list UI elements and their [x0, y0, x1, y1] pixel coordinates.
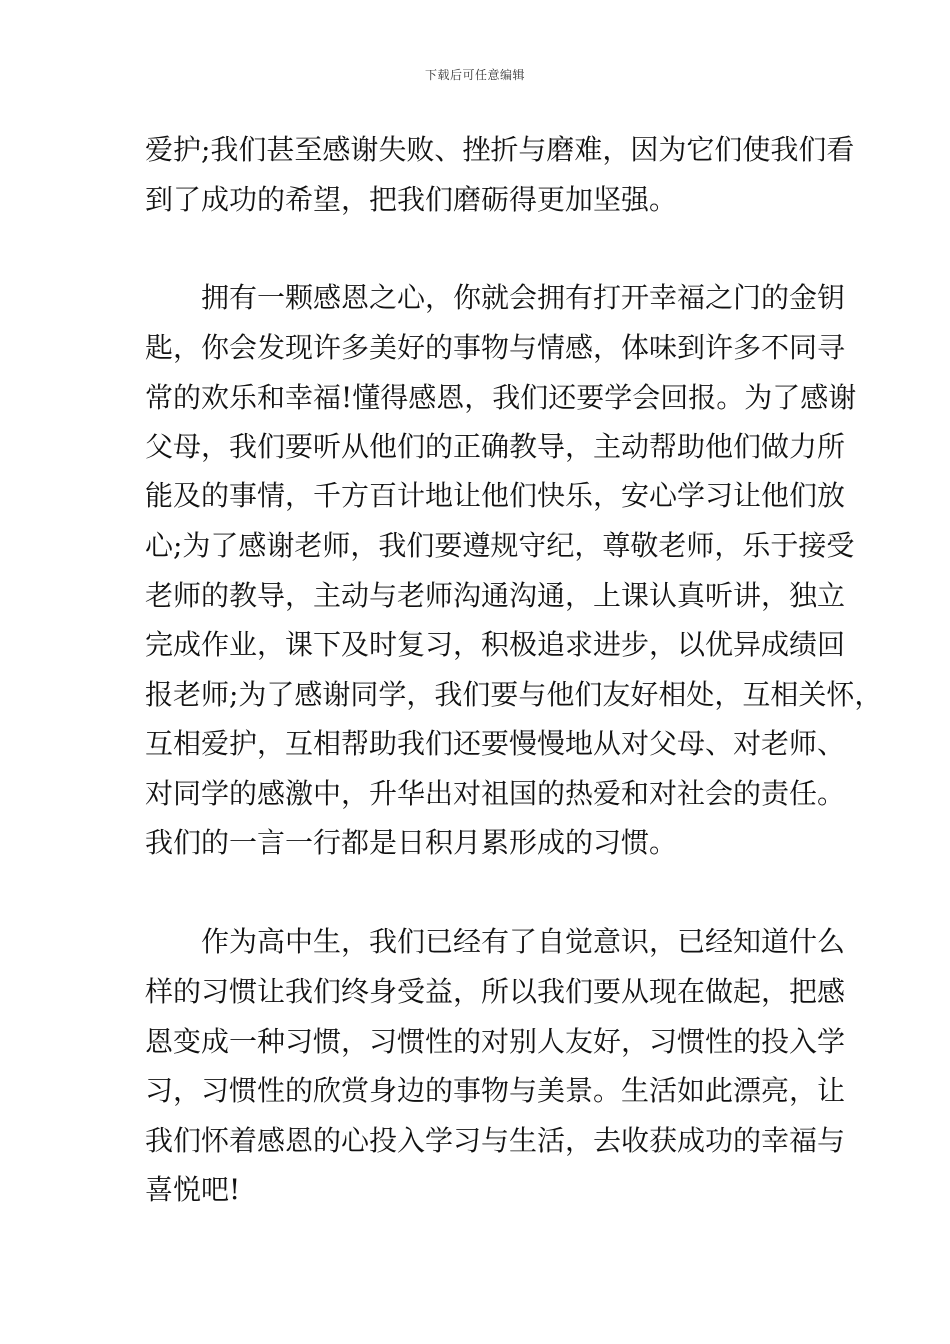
paragraph-2-line-12: 我们的一言一行都是日积月累形成的习惯。 [145, 826, 678, 859]
paragraph-3-line-2: 样的习惯让我们终身受益，所以我们要从现在做起，把感 [145, 975, 846, 1008]
paragraph-2-line-10: 互相爱护，互相帮助我们还要慢慢地从对父母、对老师、 [145, 727, 846, 760]
paragraph-3-line-3: 恩变成一种习惯，习惯性的对别人友好，习惯性的投入学 [145, 1025, 846, 1058]
paragraph-2-line-3: 常的欢乐和幸福!懂得感恩，我们还要学会回报。为了感谢 [145, 381, 857, 414]
paragraph-2-line-4: 父母，我们要听从他们的正确教导，主动帮助他们做力所 [145, 430, 846, 463]
paragraph-1-line-1: 爱护;我们甚至感谢失败、挫折与磨难，因为它们使我们看 [145, 133, 855, 166]
paragraph-1-line-2: 到了成功的希望，把我们磨砺得更加坚强。 [145, 183, 678, 216]
paragraph-3-line-4: 习，习惯性的欣赏身边的事物与美景。生活如此漂亮，让 [145, 1074, 846, 1107]
paragraph-2-line-8: 完成作业，课下及时复习，积极追求进步，以优异成绩回 [145, 628, 846, 661]
paragraph-2-line-1: 拥有一颗感恩之心，你就会拥有打开幸福之门的金钥 [145, 281, 846, 314]
paragraph-3-line-1: 作为高中生，我们已经有了自觉意识，已经知道什么 [145, 925, 846, 958]
paragraph-2-line-5: 能及的事情，千方百计地让他们快乐，安心学习让他们放 [145, 479, 846, 512]
page-header-note: 下载后可任意编辑 [424, 68, 525, 82]
paragraph-2-line-11: 对同学的感激中，升华出对祖国的热爱和对社会的责任。 [145, 777, 846, 810]
paragraph-3-line-5: 我们怀着感恩的心投入学习与生活，去收获成功的幸福与 [145, 1124, 846, 1157]
paragraph-2-line-2: 匙，你会发现许多美好的事物与情感，体味到许多不同寻 [145, 331, 846, 364]
paragraph-2-line-7: 老师的教导，主动与老师沟通沟通，上课认真听讲，独立 [145, 579, 846, 612]
paragraph-3-line-6: 喜悦吧! [145, 1173, 241, 1206]
paragraph-2-line-9: 报老师;为了感谢同学，我们要与他们友好相处，互相关怀， [145, 678, 883, 711]
paragraph-2-line-6: 心;为了感谢老师，我们要遵规守纪，尊敬老师，乐于接受 [145, 529, 855, 562]
